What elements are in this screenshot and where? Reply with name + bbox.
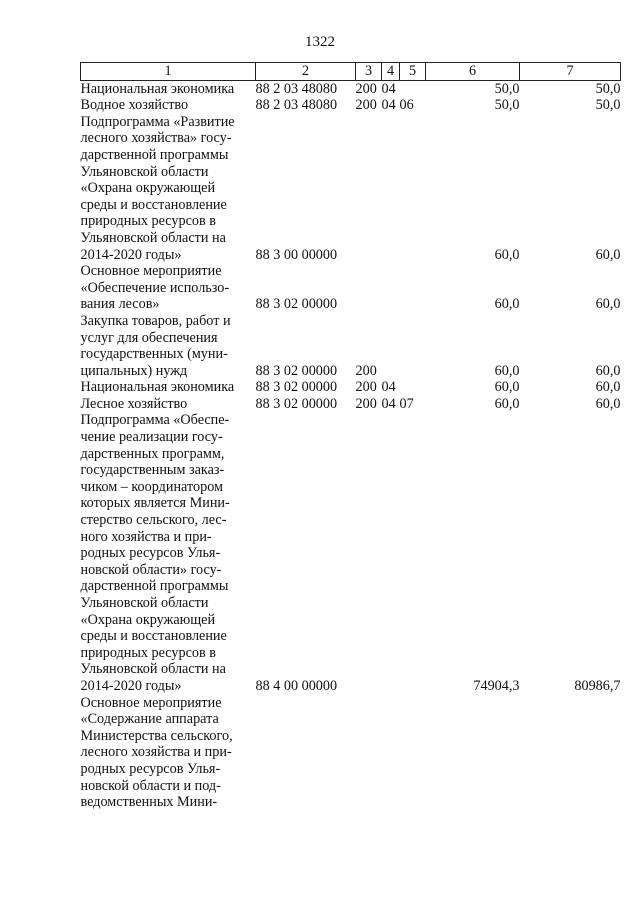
item-name bbox=[81, 97, 256, 114]
section-code bbox=[382, 263, 400, 313]
section-code: 04 bbox=[381, 379, 396, 396]
col-header-6: 6 bbox=[426, 63, 520, 81]
item-name-line: вания лесов» bbox=[80, 296, 160, 313]
item-name-line: «Охрана окружающей bbox=[80, 611, 216, 628]
expense-type bbox=[356, 114, 382, 263]
item-name-line: государственных (муни- bbox=[80, 346, 228, 363]
amount-year-1: 50,0 bbox=[494, 80, 520, 97]
item-name-line: Ульяновской области на bbox=[80, 229, 226, 246]
subsection-code bbox=[400, 313, 426, 379]
item-name-line: «Содержание аппарата bbox=[80, 711, 219, 728]
item-name-line: природных ресурсов в bbox=[80, 213, 216, 230]
item-name-line: Основное мероприятие bbox=[80, 694, 222, 711]
col-header-1: 1 bbox=[81, 63, 256, 81]
subsection-code bbox=[400, 379, 426, 396]
expense-type bbox=[356, 263, 382, 313]
item-name-line: новской области» госу- bbox=[80, 561, 222, 578]
item-name-line: ного хозяйства и при- bbox=[80, 528, 212, 545]
classification-code: 88 3 02 00000 bbox=[255, 296, 338, 313]
item-name bbox=[81, 313, 256, 379]
col-header-2: 2 bbox=[256, 63, 356, 81]
amount-year-1: 50,0 bbox=[494, 97, 520, 114]
amount-year-2: 50,0 bbox=[595, 97, 621, 114]
item-name-line: ведомственных Мини- bbox=[80, 794, 218, 811]
item-name-line: дарственной программы bbox=[80, 146, 229, 163]
item-name bbox=[81, 396, 256, 413]
amount-year-1: 60,0 bbox=[494, 296, 520, 313]
amount-year-2: 50,0 bbox=[595, 80, 621, 97]
item-name bbox=[81, 695, 256, 811]
item-name-line: которых является Мини- bbox=[80, 495, 230, 512]
budget-table bbox=[80, 62, 621, 811]
item-name-line: лесного хозяйства и при- bbox=[80, 744, 232, 761]
section-code bbox=[382, 114, 400, 263]
item-name-line: Ульяновской области на bbox=[80, 661, 226, 678]
item-name-line: Закупка товаров, работ и bbox=[80, 312, 231, 329]
table-row bbox=[81, 313, 621, 379]
subsection-code bbox=[400, 263, 426, 313]
amount-year-2: 60,0 bbox=[595, 395, 621, 412]
expense-type: 200 bbox=[355, 80, 377, 97]
subsection-code bbox=[400, 114, 426, 263]
section-code bbox=[382, 695, 400, 811]
amount-year-1: 60,0 bbox=[494, 246, 520, 263]
table-row bbox=[81, 396, 621, 413]
item-name bbox=[81, 263, 256, 313]
item-name-line: услуг для обеспечения bbox=[80, 329, 218, 346]
col-header-3: 3 bbox=[356, 63, 382, 81]
subsection-code: 07 bbox=[399, 395, 414, 412]
item-name-line: Водное хозяйство bbox=[80, 97, 189, 114]
amount-year-1: 60,0 bbox=[494, 362, 520, 379]
col-header-4: 4 bbox=[382, 63, 400, 81]
item-name-line: Лесное хозяйство bbox=[80, 395, 188, 412]
amount-year-2: 80986,7 bbox=[574, 677, 621, 694]
classification-code: 88 2 03 48080 bbox=[255, 80, 338, 97]
table-row bbox=[81, 97, 621, 114]
item-name-line: лесного хозяйства» госу- bbox=[80, 130, 232, 147]
item-name-line: Основное мероприятие bbox=[80, 263, 222, 280]
item-name-line: Ульяновской области bbox=[80, 163, 209, 180]
header-row bbox=[81, 63, 621, 81]
item-name-line: Министерства сельского, bbox=[80, 727, 233, 744]
amount-year-1: 60,0 bbox=[494, 395, 520, 412]
amount-year-2: 60,0 bbox=[595, 379, 621, 396]
expense-type: 200 bbox=[355, 97, 377, 114]
expense-type: 200 bbox=[355, 362, 377, 379]
item-name-line: дарственных программ, bbox=[80, 445, 225, 462]
item-name-line: Подпрограмма «Развитие bbox=[80, 113, 235, 130]
item-name-line: 2014-2020 годы» bbox=[80, 246, 182, 263]
amount-year-2: 60,0 bbox=[595, 362, 621, 379]
classification-code: 88 3 00 00000 bbox=[255, 246, 338, 263]
page-number: 1322 bbox=[305, 34, 335, 50]
table-row bbox=[81, 695, 621, 811]
section-code: 04 bbox=[381, 80, 396, 97]
item-name-line: родных ресурсов Улья- bbox=[80, 545, 221, 562]
table-row bbox=[81, 80, 621, 97]
classification-code: 88 4 00 00000 bbox=[255, 677, 338, 694]
classification-code bbox=[256, 695, 356, 811]
classification-code: 88 3 02 00000 bbox=[255, 362, 338, 379]
amount-year-1: 74904,3 bbox=[473, 677, 520, 694]
section-code bbox=[382, 313, 400, 379]
section-code bbox=[382, 412, 400, 694]
amount-year-1: 60,0 bbox=[494, 379, 520, 396]
classification-code: 88 3 02 00000 bbox=[255, 395, 338, 412]
item-name-line: Национальная экономика bbox=[80, 80, 235, 97]
section-code: 04 bbox=[381, 395, 396, 412]
amount-year-2: 60,0 bbox=[595, 246, 621, 263]
item-name-line: стерство сельского, лес- bbox=[80, 512, 227, 529]
expense-type: 200 bbox=[355, 395, 377, 412]
item-name bbox=[81, 412, 256, 694]
amount-year-2: 60,0 bbox=[595, 296, 621, 313]
col-header-7: 7 bbox=[520, 63, 621, 81]
classification-code: 88 3 02 00000 bbox=[255, 379, 338, 396]
table-row bbox=[81, 263, 621, 313]
item-name-line: родных ресурсов Улья- bbox=[80, 760, 221, 777]
subsection-code bbox=[400, 695, 426, 811]
classification-code: 88 2 03 48080 bbox=[255, 97, 338, 114]
amount-year-1 bbox=[426, 695, 520, 811]
section-code: 04 bbox=[381, 97, 396, 114]
item-name-line: Подпрограмма «Обеспе- bbox=[80, 412, 230, 429]
table-row bbox=[81, 379, 621, 396]
item-name-line: среды и восстановление bbox=[80, 196, 227, 213]
item-name-line: Ульяновской области bbox=[80, 595, 209, 611]
item-name-line: дарственной программы bbox=[80, 578, 229, 595]
item-name-line: ципальных) нужд bbox=[80, 362, 188, 379]
item-name-line: чиком – координатором bbox=[80, 478, 223, 495]
table-row bbox=[81, 114, 621, 263]
item-name-line: природных ресурсов в bbox=[80, 644, 216, 661]
item-name bbox=[81, 80, 256, 97]
table-row bbox=[81, 412, 621, 694]
item-name bbox=[81, 114, 256, 263]
item-name-line: «Обеспечение использо- bbox=[80, 279, 230, 296]
expense-type bbox=[356, 412, 382, 694]
item-name-line: 2014-2020 годы» bbox=[80, 677, 182, 694]
col-header-5: 5 bbox=[400, 63, 426, 81]
item-name-line: чение реализации госу- bbox=[80, 429, 223, 446]
subsection-code: 06 bbox=[399, 97, 414, 114]
amount-year-2 bbox=[520, 695, 621, 811]
item-name-line: Национальная экономика bbox=[80, 379, 235, 396]
item-name-line: «Охрана окружающей bbox=[80, 180, 216, 197]
item-name-line: среды и восстановление bbox=[80, 628, 227, 645]
item-name-line: новской области и под- bbox=[80, 777, 221, 794]
expense-type: 200 bbox=[355, 379, 377, 396]
item-name bbox=[81, 379, 256, 396]
subsection-code bbox=[400, 80, 426, 97]
expense-type bbox=[356, 695, 382, 811]
subsection-code bbox=[400, 412, 426, 694]
item-name-line: государственным заказ- bbox=[80, 462, 225, 479]
